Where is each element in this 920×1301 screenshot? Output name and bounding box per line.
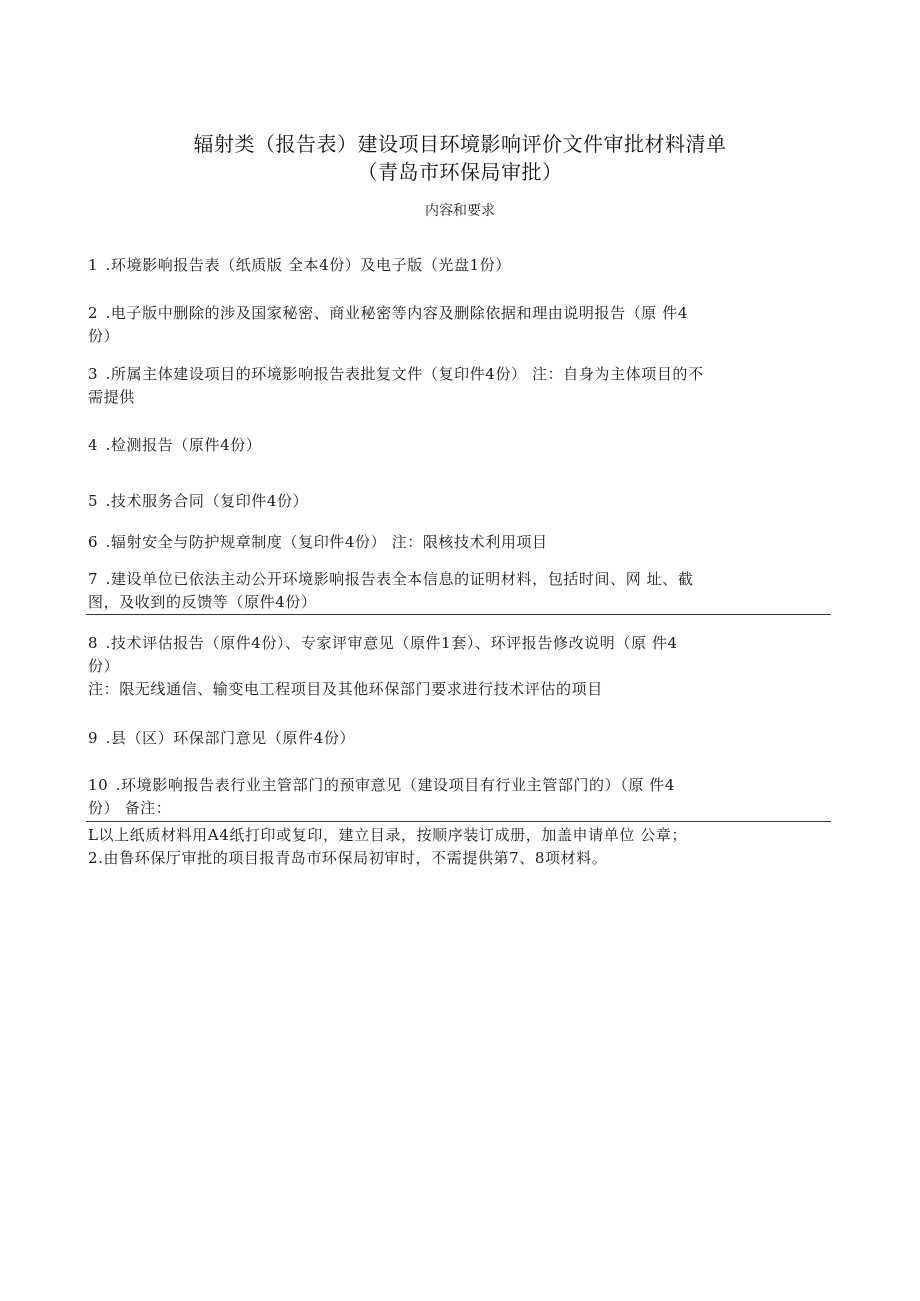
list-item-line: 需提供 [88,388,135,406]
item-text: .环境影响报告表行业主管部门的预审意见（建设项目有行业主管部门的）（原 件4 [115,776,676,794]
list-item-line [88,363,833,386]
note-2: 2.由鲁环保厅审批的项目报青岛市环保局初审时，不需提供第7、8项材料。 [88,849,608,867]
document-title-authority: （青岛市环保局审批） [357,160,563,184]
list-item-4 [88,434,833,457]
item-number: 5 [88,492,99,510]
list-item-line [88,727,833,750]
list-item-line [88,490,833,513]
notes-block [88,824,833,870]
item-text: .电子版中删除的涉及国家秘密、商业秘密等内容及删除依据和理由说明报告（原 件4 [105,304,689,322]
item-number: 1 [88,256,99,274]
item-number: 9 [88,729,99,747]
item-text: .检测报告（原件4份） [105,436,262,454]
item-text: .技术服务合同（复印件4份） [105,492,309,510]
list-item-line: 份） [88,327,120,345]
item-number: 3 [88,365,99,383]
item-number: 8 [88,634,99,652]
document-subtitle: 内容和要求 [425,203,495,219]
item-number: 2 [88,304,99,322]
list-item-10 [88,774,833,820]
list-item-line [88,632,833,655]
list-item-line [88,774,833,797]
list-item-6 [88,531,833,554]
list-item-note: 注：限无线通信、输变电工程项目及其他环保部门要求进行技术评估的项目 [88,680,603,698]
item-number: 10 [88,776,109,794]
list-item-3 [88,363,833,409]
list-item-8 [88,632,833,701]
list-item-line [88,302,833,325]
item-number: 7 [88,570,99,588]
list-item-line [88,568,833,591]
item-text: .技术评估报告（原件4份）、专家评审意见（原件1套）、环评报告修改说明（原 件4 [105,634,678,652]
list-item-7 [88,568,833,614]
list-item-5 [88,490,833,513]
list-item-line [88,434,833,457]
list-item-line: 份） 备注： [88,799,172,817]
list-item-line [88,531,833,554]
list-item-line [88,254,833,277]
list-item-line: 份） [88,657,120,675]
item-text: .环境影响报告表（纸质版 全本4份）及电子版（光盘1份） [105,256,511,274]
document-title: 辐射类（报告表）建设项目环境影响评价文件审批材料清单 [193,132,727,156]
item-number: 4 [88,436,99,454]
item-text: .所属主体建设项目的环境影响报告表批复文件（复印件4份） 注：自身为主体项目的不 [105,365,704,383]
note-1: L以上纸质材料用A4纸打印或复印，建立目录，按顺序装订成册，加盖申请单位 公章； [88,826,688,844]
list-item-2 [88,302,833,348]
list-item-1 [88,254,833,277]
list-item-line: 图，及收到的反馈等（原件4份） [88,593,317,611]
item-number: 6 [88,533,99,551]
divider-line [86,614,831,615]
list-item-9 [88,727,833,750]
divider-line [86,821,831,822]
item-text: .建设单位已依法主动公开环境影响报告表全本信息的证明材料，包括时间、网 址、截 [105,570,694,588]
item-text: .县（区）环保部门意见（原件4份） [105,729,356,747]
item-text: .辐射安全与防护规章制度（复印件4份） 注：限核技术利用项目 [105,533,548,551]
